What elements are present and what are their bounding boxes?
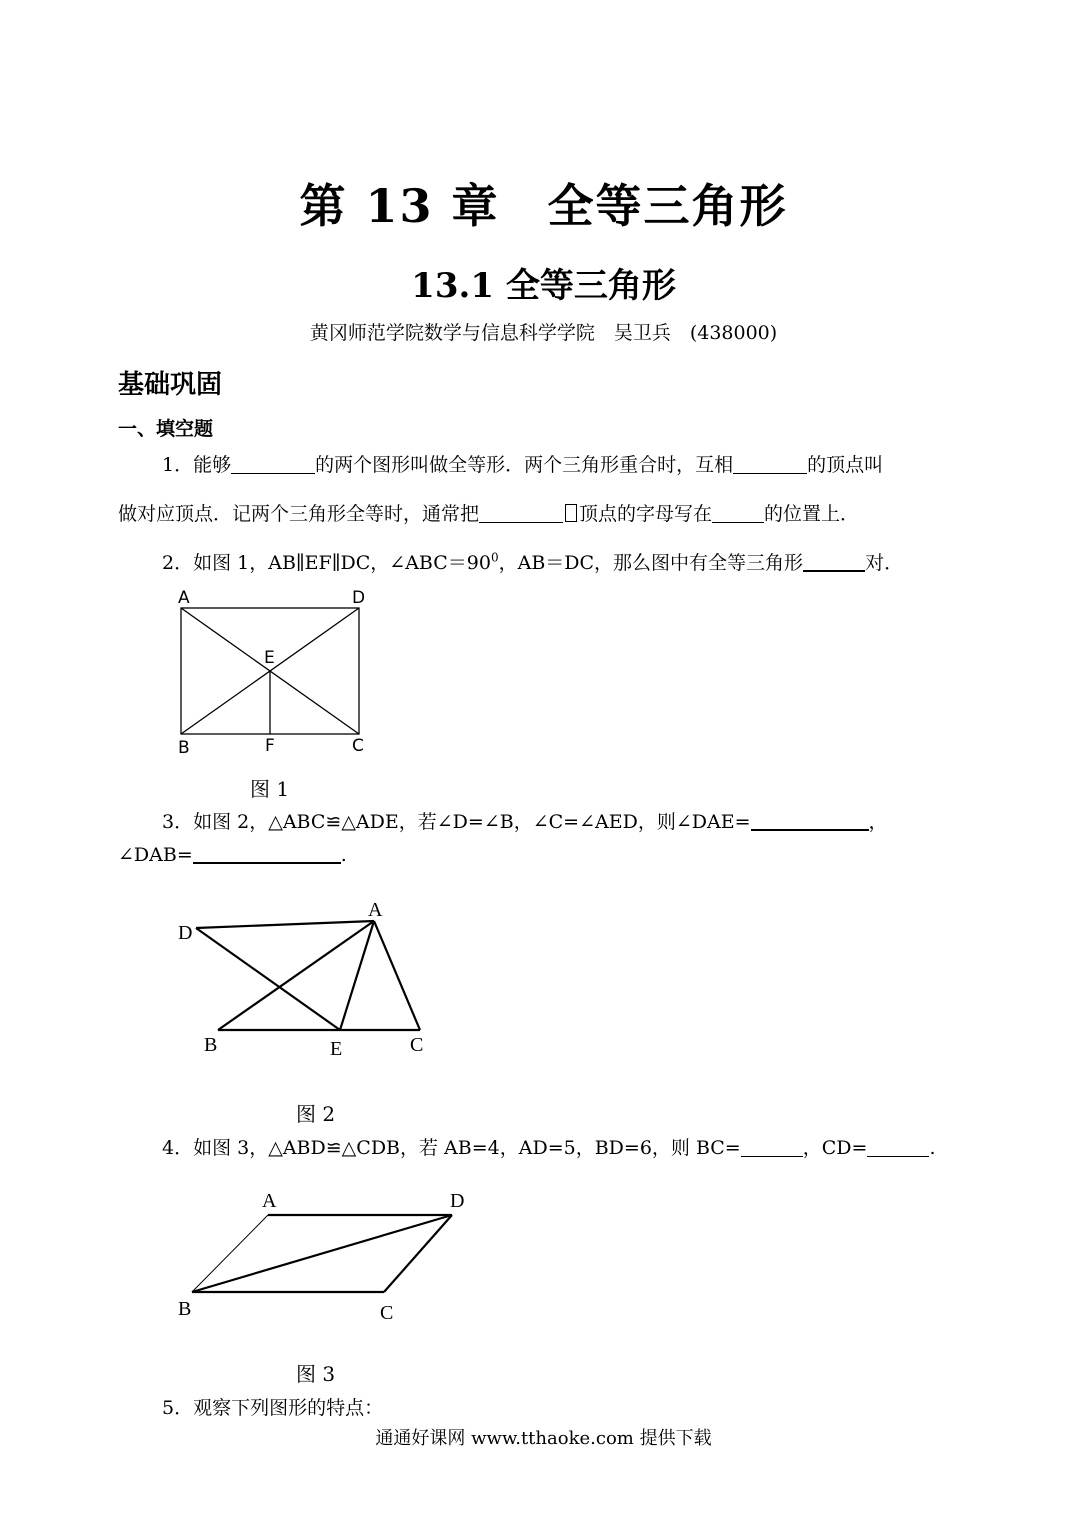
q4-text-b: ，CD= (802, 1137, 868, 1159)
fig3-label-B: B (178, 1298, 192, 1320)
q1-text-f: 的位置上． (764, 503, 860, 525)
q1-text-a: 1．能够 (162, 454, 232, 476)
q3-text-d: . (340, 844, 347, 866)
fig1-label-C: C (352, 736, 364, 756)
fig2-label-B: B (204, 1034, 218, 1056)
q3-text-a: 3．如图 2，△ABC≌△ADE，若∠D=∠B，∠C=∠AED，则∠DAE= (162, 811, 751, 833)
q3-blank-2[interactable] (193, 843, 341, 864)
q3-text-b: ， (868, 811, 888, 833)
fig1-label-D: D (352, 588, 366, 608)
fig2-line-DA (196, 921, 374, 928)
fig2-label-C: C (410, 1034, 424, 1056)
fig1-label-A: A (178, 588, 190, 608)
subsection-heading: 一、填空题 (118, 418, 214, 440)
fig3-line-CD (384, 1215, 452, 1292)
q4-text-a: 4．如图 3，△ABD≌△CDB，若 AB=4，AD=5，BD=6，则 BC= (162, 1137, 741, 1159)
q2-text-a: 2．如图 1，AB∥EF∥DC，∠ABC＝90 (162, 552, 491, 574)
q1-text-c: 的顶点叫 (807, 454, 884, 476)
q2-text-c: 对． (865, 552, 904, 574)
section-heading: 基础巩固 (118, 370, 223, 400)
fig3-caption: 图 3 (296, 1362, 336, 1386)
q3-text-c: ∠DAB= (118, 844, 193, 866)
q2-text-b: ，AB＝DC，那么图中有全等三角形 (498, 552, 804, 574)
q4-blank-1[interactable] (741, 1137, 803, 1157)
fig2-line-EA (340, 921, 374, 1030)
fig2-label-A: A (368, 899, 383, 921)
q2-superscript: 0 (490, 550, 499, 565)
chapter-title: 第 13 章 全等三角形 (299, 179, 788, 233)
fig1-label-E: E (264, 648, 275, 668)
fig1-caption: 图 1 (250, 777, 290, 801)
fig3-label-A: A (262, 1190, 277, 1212)
q4-blank-2[interactable] (867, 1137, 929, 1157)
fig2-label-D: D (178, 922, 193, 944)
fig1-label-F: F (265, 736, 275, 756)
fig2-line-BA (218, 921, 374, 1030)
q1-text-e: 顶点的字母写在 (579, 503, 713, 525)
fig2-line-DE (196, 928, 340, 1030)
question-5: 5．观察下列图形的特点： (162, 1397, 384, 1419)
fig2-line-CA (374, 921, 420, 1030)
page-footer: 通通好课网 www.tthaoke.com 提供下载 (375, 1428, 712, 1449)
q1-text-b: 的两个图形叫做全等形．两个三角形重合时，互相 (315, 454, 734, 476)
question-4 (162, 1133, 935, 1160)
author-line: 黄冈师范学院数学与信息科学学院 吴卫兵 (438000) (309, 322, 778, 344)
fig2-label-E: E (330, 1038, 343, 1060)
q1-text-d: 做对应顶点．记两个三角形全等时，通常把 (118, 503, 480, 525)
question-3-line-1 (162, 807, 888, 834)
fig1-label-B: B (178, 738, 190, 758)
fig3-label-C: C (380, 1302, 394, 1324)
q4-text-c: . (929, 1137, 936, 1159)
fig2-caption: 图 2 (296, 1102, 336, 1126)
fig3-label-D: D (450, 1190, 465, 1212)
fig3-line-BD (192, 1215, 452, 1292)
section-title: 13.1 全等三角形 (411, 266, 676, 306)
question-3-line-2 (118, 843, 347, 866)
q3-blank-1[interactable] (751, 810, 869, 831)
